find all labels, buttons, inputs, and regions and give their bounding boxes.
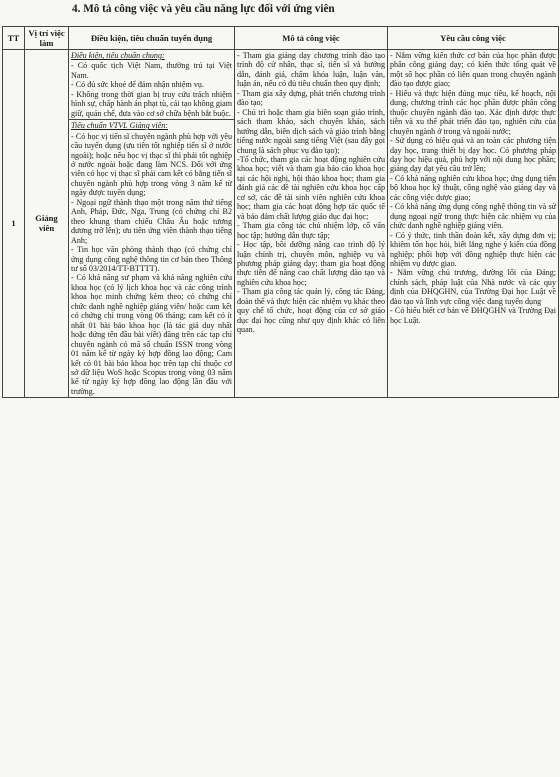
description-item: - Học tập, bồi dưỡng nâng cao trình độ lý luận chính trị, chuyên môn, nghiệp vụ và phương pháp giảng dạy; tham gia hoạt động thực tiễn để nâng cao chất lượng đào tạo và nghiên cứu khoa học; bbox=[237, 240, 385, 287]
requirement-item: - Hiểu và thực hiện đúng mục tiêu, kế hoạch, nội dung, chương trình các học phần được phân công thuộc chuyên ngành đào tạo. Xác định được thực tiễn và xu thế phát triển đào tạo, nghiên cứu của chuyên ngành ở trong và ngoài nước; bbox=[390, 88, 556, 136]
vtvl-standard: - Ngoại ngữ thành thạo một trong năm thứ tiếng Anh, Pháp, Đức, Nga, Trung (có chứng chỉ B2 theo khung tham chiếu Châu Âu hoặc tương đương trở lên); ưu tiên ứng viên thành thạo tiếng Anh; bbox=[71, 197, 232, 245]
row-number: 1 bbox=[3, 50, 25, 398]
section-heading: 4. Mô tả công việc và yêu cầu năng lực đối với ứng viên bbox=[72, 3, 335, 15]
general-condition: - Có quốc tịch Việt Nam, thường trú tại Việt Nam. bbox=[71, 61, 232, 80]
description-item: - Tham gia xây dựng, phát triển chương trình đào tạo; bbox=[237, 88, 385, 108]
description-item: - Tham gia công tác chủ nhiệm lớp, cố vấn học tập; hướng dẫn thực tập; bbox=[237, 221, 385, 240]
header-description: Mô tả công việc bbox=[235, 27, 388, 50]
vtvl-standard: - Có khả năng sư phạm và khả năng nghiên cứu khoa học (có lý lịch khoa học và các công trình khoa học minh chứng kèm theo; có chứng chỉ chức danh nghề nghiệp giảng viên/ hoặc cam kết có chứng chỉ trong vòng 06 tháng; cam kết có ít nhất 01 bài báo khoa học (là tác giả duy nhất hoặc đứng tên đầu bài viết) đăng trên các tạp chí chuyên ngành có mã số chuẩn ISSN trong vòng 01 năm kể từ ngày ký hợp đồng lao động; Cam kết có 01 bài báo khoa học trên tạp chí thuộc cơ sở dữ liệu WoS hoặc Scopus trong vòng 03 năm kể từ ngày ký hợp đồng lao động lần đầu với trường. bbox=[71, 273, 232, 396]
requirement-item: - Nắm vững kiến thức cơ bản của học phần được phân công giảng dạy; có kiến thức tổng quát về một số học phần có liên quan trong chuyên ngành đào tạo được giao; bbox=[390, 51, 556, 89]
table-row bbox=[3, 50, 559, 398]
description-item: - Tham gia công tác quản lý, công tác Đảng, đoàn thể và thực hiện các nhiệm vụ khác theo quy chế tổ chức, hoạt động của cơ sở giáo dục đại học cũng như quy định khác có liên quan. bbox=[237, 287, 385, 335]
requirement-item: - Nắm vững chủ trương, đường lối của Đảng; chính sách, pháp luật của Nhà nước và các quy định của ĐHQGHN, của Trường Đại học Luật về đào tạo và lĩnh vực công việc đang tuyển dụng bbox=[390, 268, 556, 306]
description-cell bbox=[235, 50, 388, 398]
position-cell: Giảng viên bbox=[25, 50, 69, 398]
header-conditions: Điều kiện, tiêu chuẩn tuyển dụng bbox=[69, 27, 235, 50]
general-condition: - Không trong thời gian bị truy cứu trách nhiệm hình sự, chấp hành án phạt tù, cải tạo không giam giữ, quản chế, đưa vào cơ sở chữa bệnh bắt buộc. bbox=[71, 89, 232, 118]
conditions-cell bbox=[69, 50, 235, 398]
table-header-row bbox=[3, 27, 559, 50]
requirements-cell bbox=[388, 50, 559, 398]
vtvl-standards-title: Tiêu chuẩn VTVL Giảng viên: bbox=[71, 121, 168, 131]
header-position: Vị trí việc làm bbox=[25, 27, 69, 50]
general-conditions-title: Điều kiện, tiêu chuẩn chung: bbox=[71, 51, 165, 60]
header-requirements: Yêu cầu công việc bbox=[388, 27, 559, 50]
requirement-item: - Sử dụng có hiệu quả và an toàn các phương tiện dạy học, trang thiết bị dạy học. Có phương pháp dạy học hiệu quả, phù hợp với nội dung học phần; giảng dạy đạt yêu cầu trở lên; bbox=[390, 136, 556, 174]
description-item: - Tham gia giảng dạy chương trình đào tạo trình độ cử nhân, thạc sĩ, tiến sĩ và hướng dẫn, đánh giá, chấm khóa luận, luận văn, luận án, nếu có đủ tiêu chuẩn theo quy định; bbox=[237, 51, 385, 89]
requirement-item: - Có khả năng nghiên cứu khoa học; ứng dụng tiến bộ khoa học kỹ thuật, công nghệ vào giảng dạy và các công việc được giao; bbox=[390, 173, 556, 202]
requirement-item: - Có khả năng ứng dụng công nghệ thông tin và sử dụng ngoại ngữ trong thực hiện các nhiệm vụ của chức danh nghề nghiệp giảng viên. bbox=[390, 202, 556, 231]
general-condition: - Có đủ sức khoẻ để đảm nhận nhiệm vụ. bbox=[71, 80, 204, 90]
requirement-item: - Có hiểu biết cơ bản về ĐHQGHN và Trường Đại học Luật. bbox=[390, 306, 556, 325]
job-requirements-table bbox=[2, 26, 559, 398]
header-tt: TT bbox=[3, 27, 25, 50]
conditions-divider bbox=[69, 119, 234, 120]
requirement-item: - Có ý thức, tinh thần đoàn kết, xây dựng đơn vị; khiêm tốn học hỏi, biết lắng nghe ý kiến của đồng nghiệp; phối hợp với đồng nghiệp thực hiện các nhiệm vụ được giao. bbox=[390, 230, 556, 268]
vtvl-standard: - Tin học văn phòng thành thạo (có chứng chỉ ứng dụng công nghệ thông tin cơ bản theo Thông tư số 03/2014/TT-BTTTT). bbox=[71, 245, 232, 273]
description-item: - Chủ trì hoặc tham gia biên soạn giáo trình, sách tham khảo, sách chuyên khảo, sách hướng dẫn, biên dịch sách và giáo trình bằng tiếng nước ngoài sang tiếng Việt (sau đây gọi chung là sách phục vụ đào tạo); bbox=[237, 107, 385, 155]
description-item: -Tổ chức, tham gia các hoạt động nghiên cứu khoa học; viết và tham gia báo cáo khoa học tại các hội nghị, hội thảo khoa học; tham gia đánh giá các đề tài nghiên cứu khoa học cấp cơ sở, các đề tài sinh viên nghiên cứu khoa học; tham gia các hoạt động hợp tác quốc tế và bảo đảm chất lượng giáo dục đại học; bbox=[237, 154, 385, 221]
vtvl-standard: - Có học vị tiến sĩ chuyên ngành phù hợp với yêu cầu tuyển dụng (ưu tiên tốt nghiệp tiến sĩ ở nước ngoài); hoặc nếu học vị thạc sĩ thì phải tốt nghiệp ở nước ngoài hoặc đang làm NCS. Đối với ứng viên có học vị thạc sĩ phải cam kết có bằng tiến sĩ chuyên ngành phù hợp trong vòng 3 năm kể từ ngày được tuyển dụng; bbox=[71, 131, 232, 198]
